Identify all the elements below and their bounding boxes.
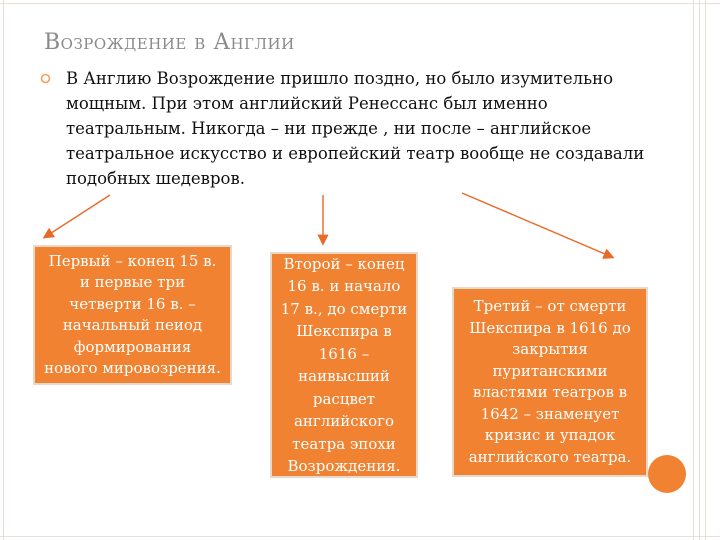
frame-line-bottom: [0, 536, 720, 537]
arrow-to-third: [462, 193, 612, 257]
period-first-text: Первый – конец 15 в. и первые три четверти 16 в. – начальный пеиод формирования нового мировозрения.: [44, 251, 221, 377]
slide-title: Возрождение в Англии: [44, 30, 295, 55]
period-second-text: Второй – конец 16 в. и начало 17 в., до смерти Шекспира в 1616 – наивысший расцвет английского театра эпохи Возрождения.: [280, 254, 408, 475]
period-first-box: [33, 245, 232, 385]
period-second-box: [270, 252, 418, 478]
period-third-text: Третий – от смерти Шекспира в 1616 до закрытия пуританскими властями театров в 1642 – знаменует кризис и упадок английского театра.: [468, 297, 632, 466]
frame-line-left: [3, 0, 4, 540]
period-third-box: [452, 287, 648, 477]
body-paragraph: В Англию Возрождение пришло поздно, но было изумительно мощным. При этом английский Ренессанс был именно театральным. Никогда – ни прежде , ни после – английское театральное искусство и европейский театр вообще не создавали подобных шедевров.: [66, 69, 645, 188]
frame-line-right-1: [693, 0, 694, 540]
frame-line-right-2: [699, 0, 700, 540]
frame-line-right-3: [705, 0, 706, 540]
decorative-circle: [648, 455, 686, 493]
frame-line-top: [0, 3, 720, 4]
arrow-to-first: [45, 195, 110, 237]
ring-bullet-icon: [40, 73, 51, 84]
